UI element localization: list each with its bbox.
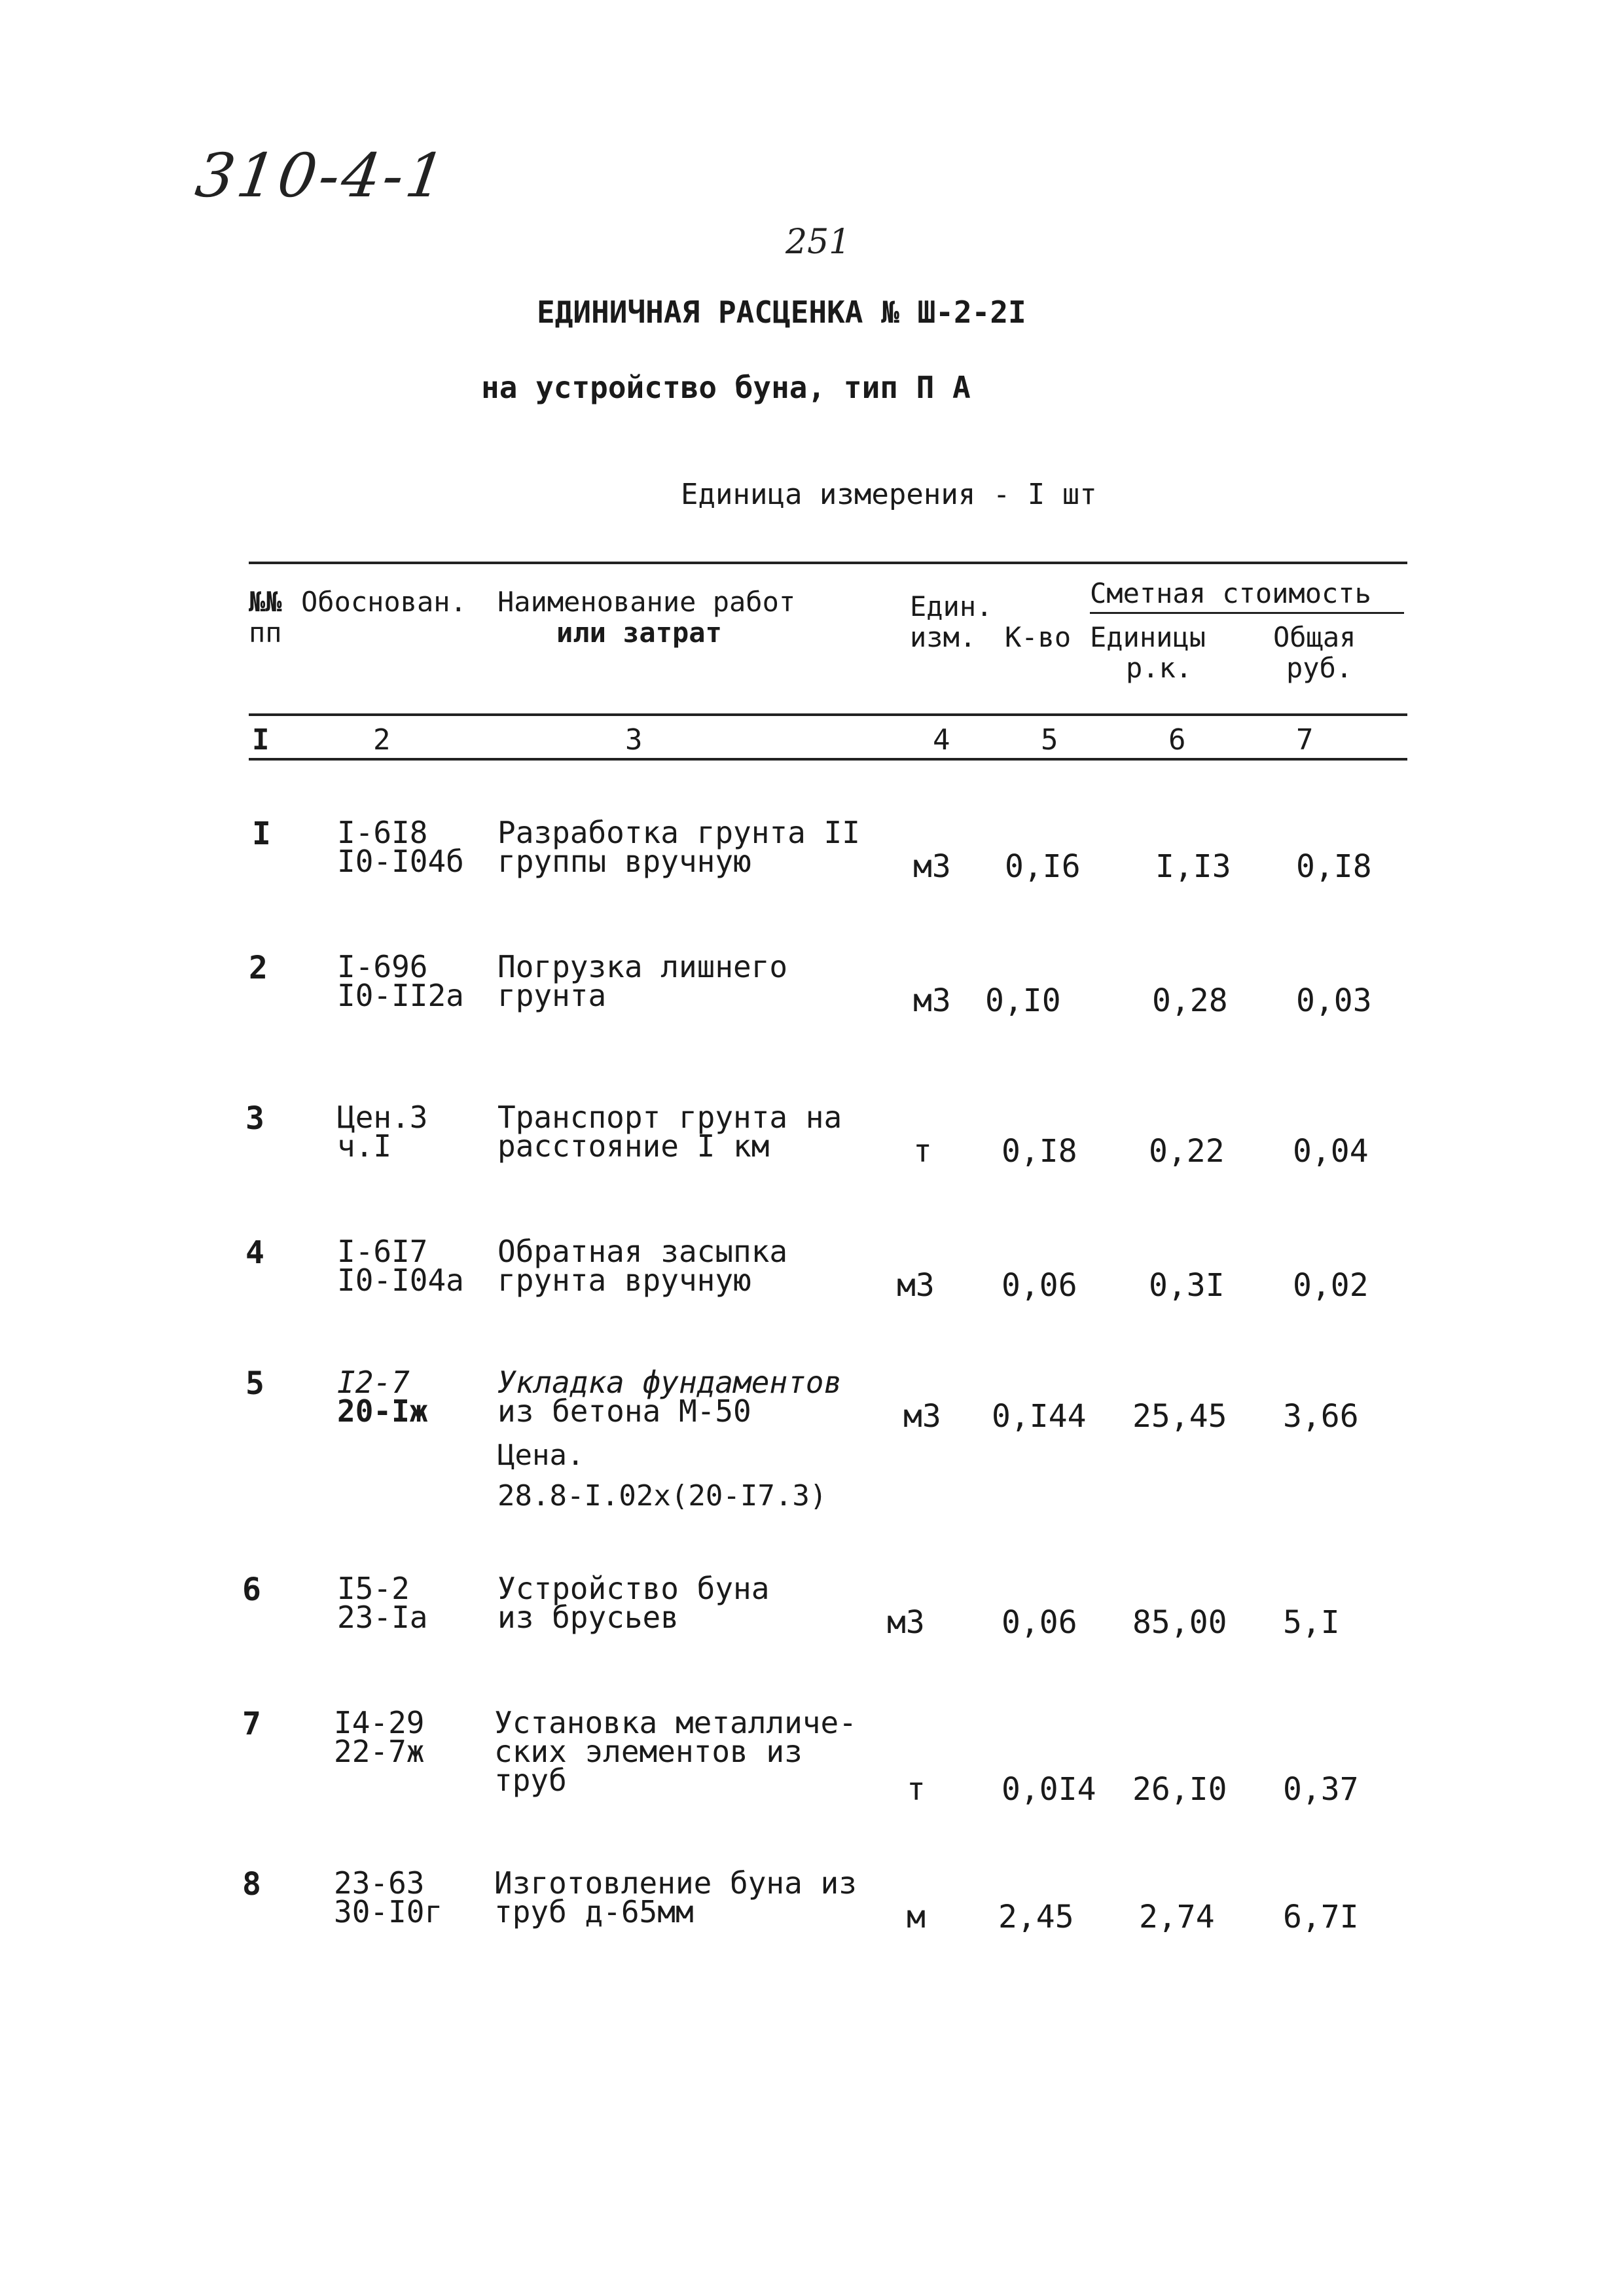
unit-price: 0,28	[1152, 982, 1228, 1019]
document-subtitle: на устройство буна, тип П А	[481, 370, 971, 405]
unit-price: 26,I0	[1132, 1771, 1227, 1808]
work-name: Разработка грунта II	[497, 815, 860, 850]
work-name: грунта вручную	[497, 1263, 751, 1298]
row-number: 2	[249, 950, 268, 986]
unit-of-measure: т	[913, 1133, 932, 1170]
quantity: 0,0I4	[1001, 1771, 1096, 1808]
column-numbers-rule	[249, 758, 1407, 761]
header-name-line1: Наименование работ	[497, 586, 796, 618]
price-note-formula: 28.8-I.02х(20-I7.3)	[497, 1479, 827, 1513]
unit-of-measure: м	[907, 1899, 926, 1935]
work-name: ских элементов из	[494, 1734, 803, 1769]
work-name: группы вручную	[497, 844, 751, 879]
column-number: 3	[625, 723, 643, 757]
unit-price: I,I3	[1155, 848, 1231, 885]
basis-code: 23-63	[334, 1865, 425, 1901]
price-note-label: Цена.	[497, 1439, 585, 1472]
header-name-line2: или затрат	[556, 617, 722, 649]
work-name: труб д-65мм	[494, 1894, 694, 1929]
quantity: 0,I44	[992, 1398, 1087, 1435]
unit-of-measure: м3	[903, 1398, 941, 1435]
quantity: 2,45	[998, 1899, 1074, 1935]
quantity: 0,06	[1001, 1267, 1077, 1304]
work-name: Погрузка лишнего	[497, 949, 788, 984]
total-cost: 5,I	[1283, 1604, 1340, 1641]
header-cost-total-line1: Общая	[1273, 621, 1356, 653]
column-number: 5	[1041, 723, 1058, 757]
quantity: 0,I0	[985, 982, 1061, 1019]
total-cost: 0,03	[1296, 982, 1372, 1019]
basis-code: 23-Iа	[337, 1600, 428, 1635]
unit-price: 85,00	[1132, 1604, 1227, 1641]
quantity: 0,I6	[1005, 848, 1081, 885]
work-name: Транспорт грунта на	[497, 1100, 842, 1135]
document-title: ЕДИНИЧНАЯ РАСЦЕНКА № Ш-2-2I	[537, 295, 1026, 330]
work-name: Установка металличе-	[494, 1705, 857, 1740]
measurement-unit: Единица измерения - I шт	[681, 478, 1097, 511]
column-number: 4	[933, 723, 950, 757]
header-cost-total-line2: руб.	[1286, 652, 1353, 684]
column-number: 6	[1168, 723, 1186, 757]
basis-code: I5-2	[337, 1571, 410, 1606]
unit-price: 0,22	[1149, 1133, 1225, 1170]
column-number: 7	[1296, 723, 1314, 757]
quantity: 0,06	[1001, 1604, 1077, 1641]
unit-of-measure: м3	[897, 1267, 935, 1304]
header-cost-unit-line2: р.к.	[1126, 652, 1193, 684]
table-top-rule	[249, 562, 1407, 564]
total-cost: 3,66	[1283, 1398, 1359, 1435]
unit-price: 2,74	[1139, 1899, 1215, 1935]
header-num-line1: №№	[249, 586, 282, 618]
header-cost-group: Сметная стоимость	[1090, 577, 1371, 609]
row-number: 6	[242, 1571, 261, 1608]
header-cost-unit-line1: Единицы	[1090, 621, 1206, 653]
work-name: из бетона М-50	[497, 1393, 751, 1429]
unit-of-measure: м3	[887, 1604, 925, 1641]
header-num-line2: пп	[249, 617, 282, 649]
unit-price: 25,45	[1132, 1398, 1227, 1435]
basis-code: I-6I8	[337, 815, 428, 850]
unit-price: 0,3I	[1149, 1267, 1225, 1304]
header-unit-line2: изм.	[910, 621, 977, 653]
quantity: 0,I8	[1001, 1133, 1077, 1170]
total-cost: 0,37	[1283, 1771, 1359, 1808]
header-quantity: К-во	[1005, 621, 1072, 653]
basis-code: 20-Iж	[337, 1393, 428, 1429]
basis-code: ч.I	[337, 1128, 392, 1164]
handwritten-document-code: 310-4-1	[191, 141, 452, 211]
total-cost: 0,I8	[1296, 848, 1372, 885]
row-number: 8	[242, 1866, 261, 1903]
basis-code: I0-II2а	[337, 978, 464, 1013]
total-cost: 0,04	[1293, 1133, 1369, 1170]
basis-code: I-6I7	[337, 1234, 428, 1269]
row-number: 3	[245, 1100, 264, 1137]
row-number: 5	[245, 1365, 264, 1402]
basis-code: I-696	[337, 949, 428, 984]
basis-code: I4-29	[334, 1705, 425, 1740]
header-unit-line1: Един.	[910, 590, 993, 622]
total-cost: 6,7I	[1283, 1899, 1359, 1935]
column-number: 2	[373, 723, 391, 757]
handwritten-page-number: 251	[785, 223, 851, 262]
work-name: грунта	[497, 978, 607, 1013]
work-name: расстояние I км	[497, 1128, 770, 1164]
row-number: 7	[242, 1706, 261, 1742]
basis-code: I2-7	[337, 1365, 410, 1400]
unit-of-measure: м3	[913, 848, 951, 885]
work-name: Укладка фундаментов	[497, 1365, 842, 1400]
basis-code: Цен.3	[337, 1100, 428, 1135]
work-name: Обратная засыпка	[497, 1234, 788, 1269]
row-number: I	[252, 816, 271, 852]
column-number: I	[252, 723, 270, 757]
basis-code: 22-7ж	[334, 1734, 425, 1769]
basis-code: 30-I0г	[334, 1894, 443, 1929]
cost-group-underline	[1090, 612, 1404, 614]
header-bottom-rule	[249, 713, 1407, 716]
work-name: Устройство буна	[497, 1571, 770, 1606]
unit-of-measure: м3	[913, 982, 951, 1019]
basis-code: I0-I04б	[337, 844, 464, 879]
work-name: Изготовление буна из	[494, 1865, 857, 1901]
work-name: из брусьев	[497, 1600, 679, 1635]
row-number: 4	[245, 1234, 264, 1271]
unit-of-measure: т	[907, 1771, 926, 1808]
work-name: труб	[494, 1763, 567, 1798]
header-basis: Обоснован.	[301, 586, 467, 618]
basis-code: I0-I04а	[337, 1263, 464, 1298]
total-cost: 0,02	[1293, 1267, 1369, 1304]
